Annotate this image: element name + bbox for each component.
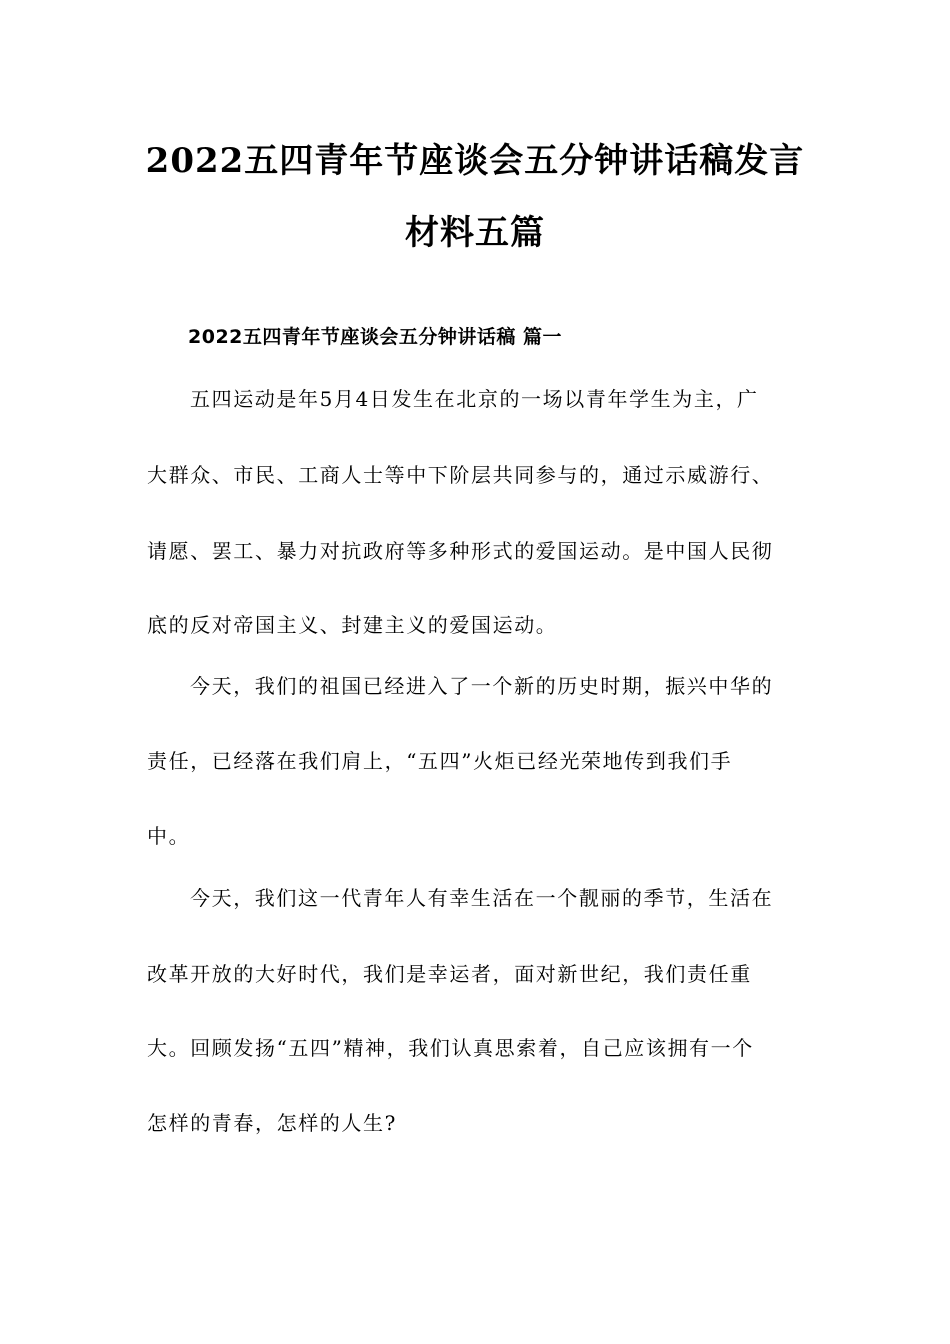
paragraph-3-line-4: 怎样的青春，怎样的人生?	[147, 1111, 397, 1135]
paragraph-2-line-3: 中。	[147, 824, 191, 848]
document-title-line-2: 材料五篇	[405, 213, 545, 253]
paragraph-1-line-3: 请愿、罢工、暴力对抗政府等多种形式的爱国运动。是中国人民彻	[147, 539, 774, 563]
paragraph-2-line-2: 责任，已经落在我们肩上，“五四”火炬已经光荣地传到我们手	[147, 749, 733, 773]
paragraph-3-line-1: 今天，我们这一代青年人有幸生活在一个靓丽的季节，生活在	[190, 886, 774, 910]
paragraph-3-line-2: 改革开放的大好时代，我们是幸运者，面对新世纪，我们责任重	[147, 962, 752, 986]
paragraph-3-line-3: 大。回顾发扬“五四”精神，我们认真思索着，自己应该拥有一个	[147, 1036, 754, 1060]
section-heading: 2022五四青年节座谈会五分钟讲话稿 篇一	[188, 326, 562, 348]
paragraph-1-line-4: 底的反对帝国主义、封建主义的爱国运动。	[147, 613, 558, 637]
paragraph-2-line-1: 今天，我们的祖国已经进入了一个新的历史时期，振兴中华的	[190, 674, 774, 698]
paragraph-1-line-2: 大群众、市民、工商人士等中下阶层共同参与的，通过示威游行、	[147, 463, 774, 487]
document-title-line-1: 2022五四青年节座谈会五分钟讲话稿发言	[145, 141, 805, 181]
paragraph-1-line-1: 五四运动是年5月4日发生在北京的一场以青年学生为主，广	[190, 387, 759, 411]
